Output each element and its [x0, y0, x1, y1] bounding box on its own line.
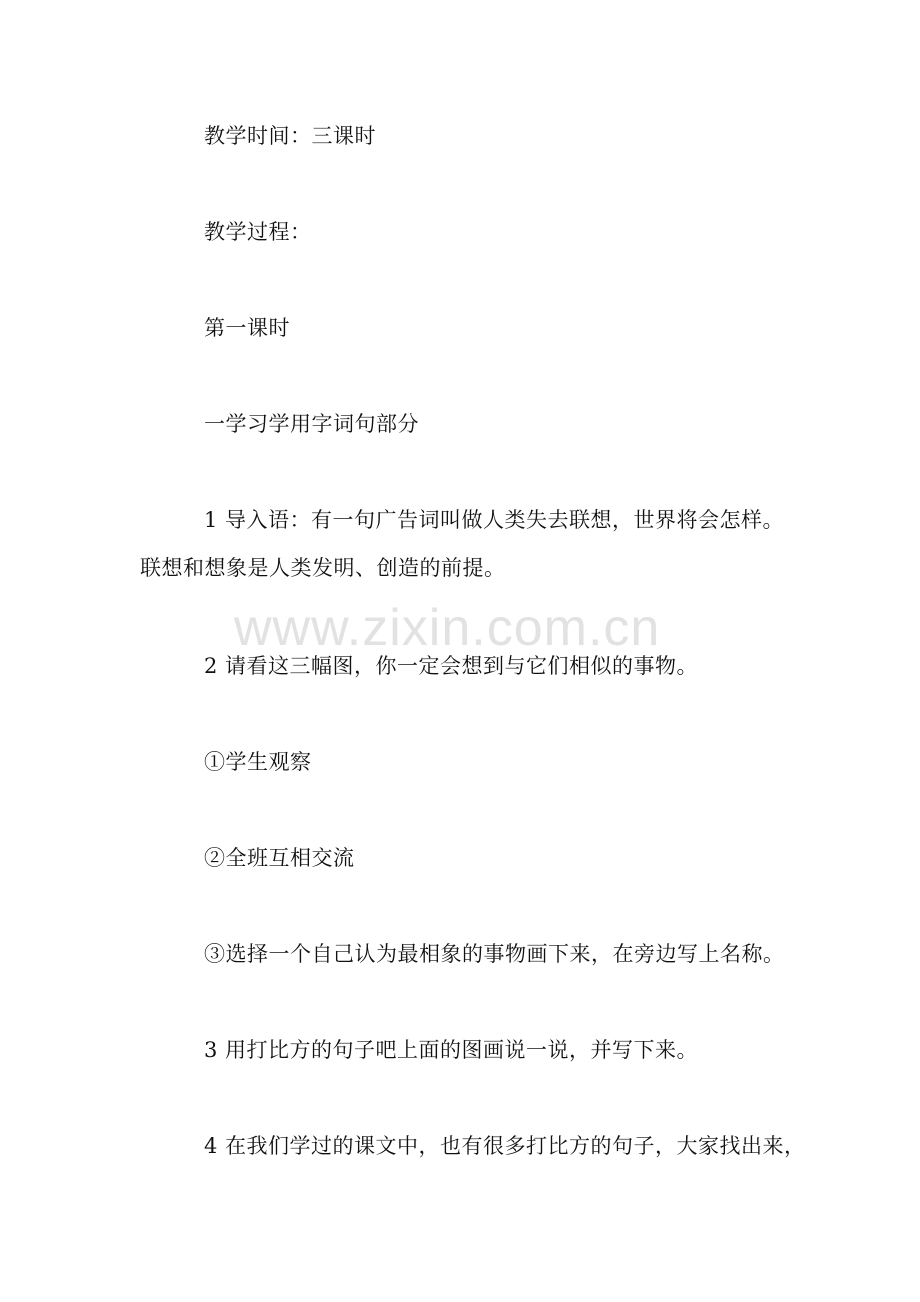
paragraph-4: 4 在我们学过的课文中，也有很多打比方的句子，大家找出来，	[204, 1134, 806, 1158]
step-1: ①学生观察	[204, 750, 312, 774]
paragraph-1-line-2: 联想和想象是人类发明、创造的前提。	[140, 556, 506, 580]
paragraph-3: 3 用打比方的句子吧上面的图画说一说，并写下来。	[204, 1038, 699, 1062]
paragraph-1-line-1: 1 导入语：有一句广告词叫做人类失去联想，世界将会怎样。	[204, 508, 785, 532]
paragraph-2: 2 请看这三幅图，你一定会想到与它们相似的事物。	[204, 654, 699, 678]
first-lesson-heading: 第一课时	[204, 316, 290, 340]
section-heading: 一学习学用字词句部分	[204, 412, 419, 436]
teaching-process-heading: 教学过程：	[204, 220, 312, 244]
teaching-time-line: 教学时间：三课时	[204, 124, 376, 148]
step-3: ③选择一个自己认为最相象的事物画下来，在旁边写上名称。	[204, 942, 785, 966]
watermark: www.zixin.com.cn	[234, 599, 661, 657]
step-2: ②全班互相交流	[204, 846, 355, 870]
